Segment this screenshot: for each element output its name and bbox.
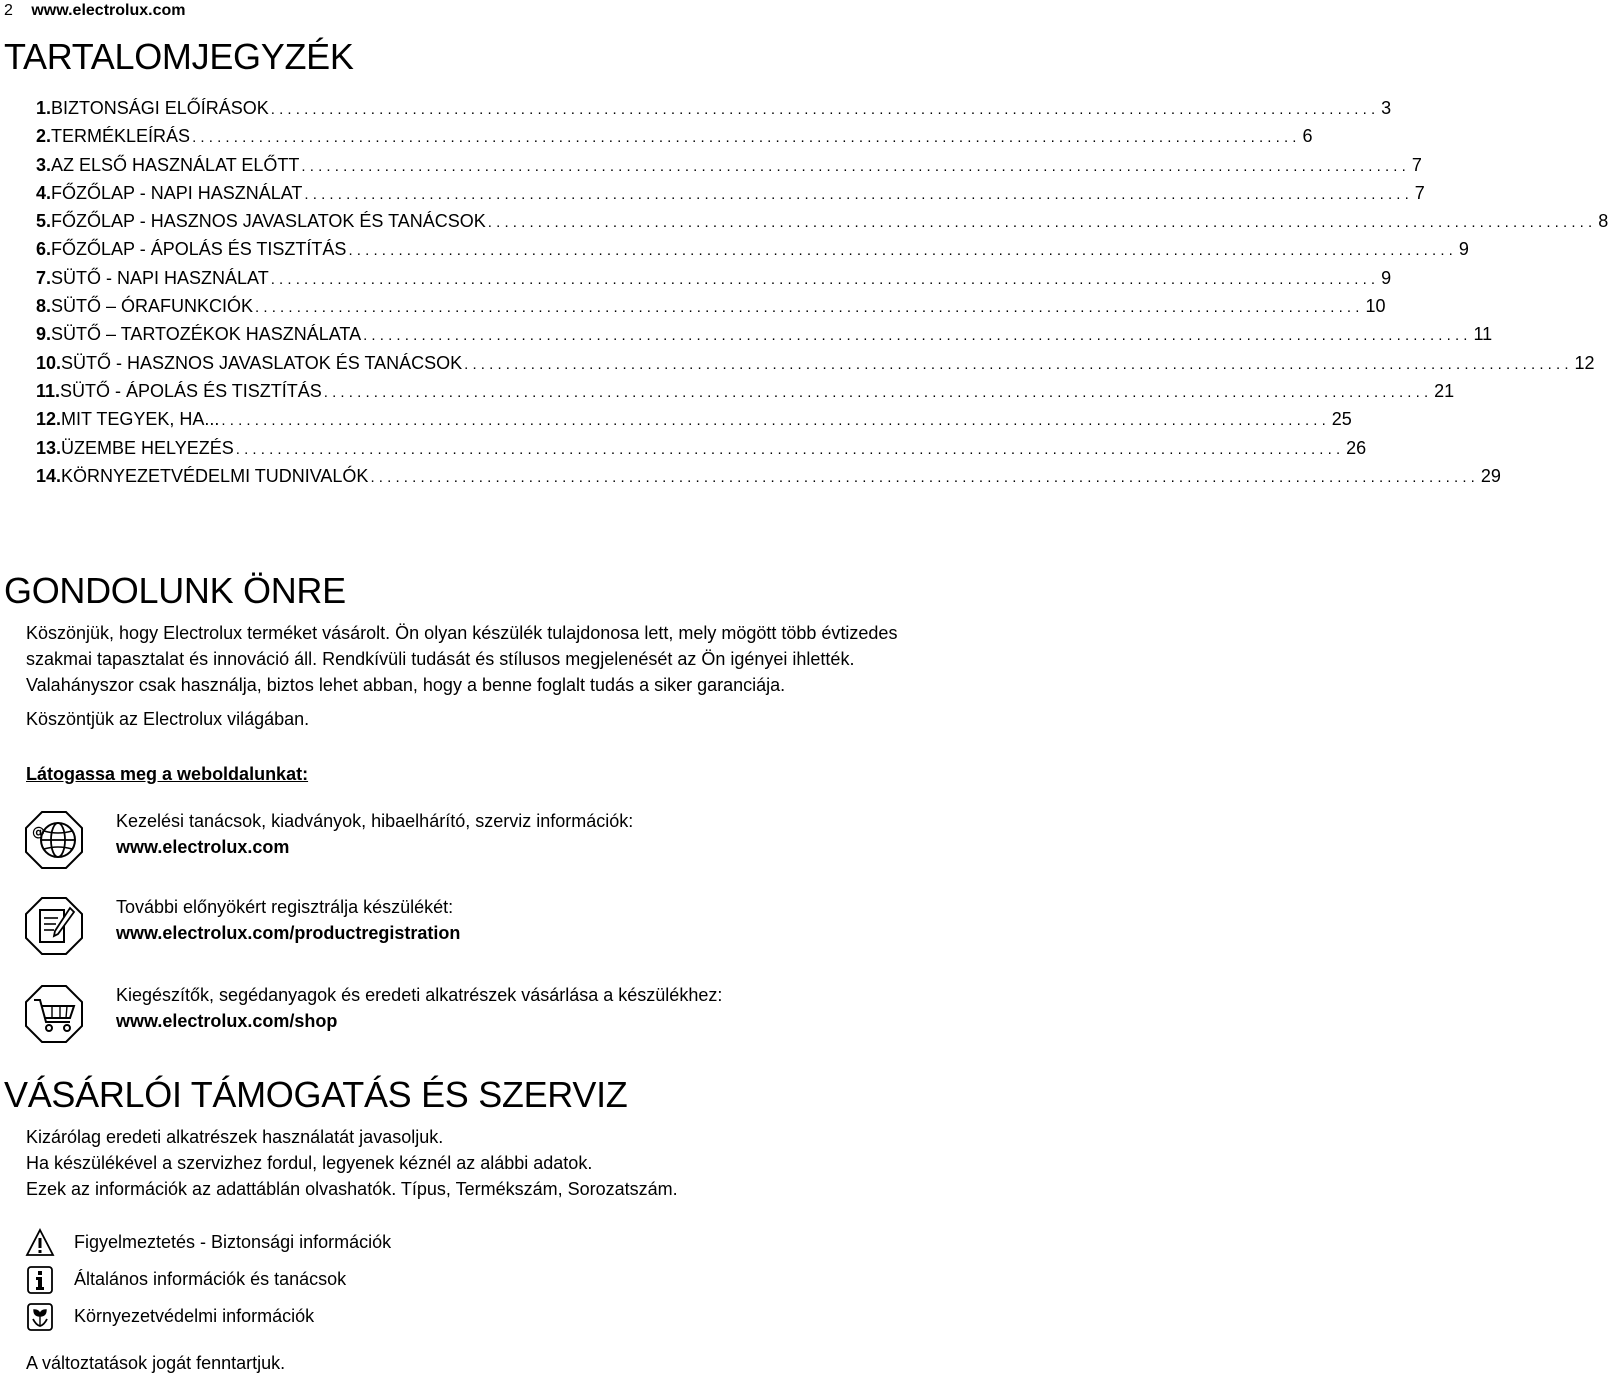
toc-dot-leader [348,242,1452,259]
page-header [4,2,185,20]
toc-item-number: 11. [36,380,61,401]
svg-text:@: @ [32,825,45,840]
toc-item-page: 26 [1346,437,1367,458]
shopping-cart-icon [22,982,86,1046]
globe-icon [22,808,86,872]
web-item-link[interactable]: www.electrolux.com/shop [116,1011,338,1031]
toc-item[interactable] [36,409,1352,437]
toc-item-number: 3. [36,154,52,175]
toc-item-number: 13. [36,437,62,458]
toc-dot-leader [236,441,1340,458]
toc-item-page: 10 [1365,296,1386,317]
toc-item-page: 8 [1598,211,1608,232]
toc-item-page: 3 [1381,98,1392,118]
toc-item-page: 25 [1331,409,1352,430]
toc-item-title[interactable]: TERMÉKLEÍRÁS [51,126,191,147]
toc-dot-leader [255,299,1359,316]
toc-dot-leader [488,214,1592,231]
notice-text: Figyelmeztetés - Biztonsági információk [74,1232,392,1252]
environment-icon [26,1302,54,1332]
toc-dot-leader [363,327,1467,344]
web-item-text: Kezelési tanácsok, kiadványok, hibaelhárító, szerviz információk: [116,811,634,831]
toc-item-page: 12 [1574,352,1595,373]
toc-dot-leader [324,384,1428,401]
toc-dot-leader [304,186,1408,203]
toc-item-page: 21 [1434,380,1455,401]
toc-item-page: 7 [1414,182,1425,203]
toc-item[interactable] [36,465,1501,494]
visit-website-label: Látogassa meg a weboldalunkat: [26,764,309,784]
welcome-line: Köszöntjük az Electrolux világában. [26,709,310,729]
support-paragraph [26,1124,946,1202]
web-item-text: További előnyökért regisztrálja készülékét: [116,897,454,917]
support-line: Ha készülékével a szervizhez fordul, legyenek kéznél az alábbi adatok. [26,1153,593,1173]
toc-item[interactable] [36,98,1392,126]
toc-item-title[interactable]: SÜTŐ - HASZNOS JAVASLATOK ÉS TANÁCSOK [61,352,463,373]
toc-dot-leader [271,101,1375,118]
toc-dot-leader [192,129,1296,146]
care-section-title: GONDOLUNK ÖNRE [4,570,346,611]
toc-item-title[interactable]: MIT TEGYEK, HA... [61,409,220,430]
notice-text: Általános információk és tanácsok [74,1269,347,1289]
page-number: 2 [4,2,13,19]
notice-info [26,1265,626,1299]
support-section-title: VÁSÁRLÓI TÁMOGATÁS ÉS SZERVIZ [4,1074,628,1115]
toc-item-page: 9 [1458,239,1469,260]
toc-item-title[interactable]: FŐZŐLAP - ÁPOLÁS ÉS TISZTÍTÁS [51,239,347,260]
toc-item-number: 9. [36,324,52,345]
toc-dot-leader [464,356,1568,373]
toc-item-title[interactable]: FŐZŐLAP - HASZNOS JAVASLATOK ÉS TANÁCSOK [51,211,486,232]
support-line: Ezek az információk az adattáblán olvashatók. Típus, Termékszám, Sorozatszám. [26,1179,678,1199]
toc-item[interactable] [36,211,1608,239]
info-icon [26,1265,54,1295]
toc-item[interactable] [36,380,1455,409]
toc-item-title[interactable]: SÜTŐ – TARTOZÉKOK HASZNÁLATA [51,324,362,345]
toc-item[interactable] [36,324,1493,352]
web-item-support [22,808,952,878]
support-line: Kizárólag eredeti alkatrészek használatát javasoljuk. [26,1127,444,1147]
warning-icon [26,1228,54,1258]
toc-item-title[interactable]: KÖRNYEZETVÉDELMI TUDNIVALÓK [61,465,369,486]
notice-text: Környezetvédelmi információk [74,1306,315,1326]
toc-item[interactable] [36,352,1595,381]
toc-item-number: 7. [36,267,52,288]
toc-item-title[interactable]: BIZTONSÁGI ELŐÍRÁSOK [51,98,269,118]
toc-item-page: 29 [1480,465,1501,486]
toc-item-title[interactable]: SÜTŐ – ÓRAFUNKCIÓK [51,296,254,317]
web-item-text: Kiegészítők, segédanyagok és eredeti alkatrészek vásárlása a készülékhez: [116,985,723,1005]
toc-dot-leader [271,271,1375,288]
toc-item-title[interactable]: FŐZŐLAP - NAPI HASZNÁLAT [51,182,303,203]
toc-item-title[interactable]: ÜZEMBE HELYEZÉS [61,437,234,458]
footer-note: A változtatások jogát fenntartjuk. [26,1353,286,1373]
intro-paragraph: Köszönjük, hogy Electrolux terméket vásárolt. Ön olyan készülék tulajdonosa lett, mely mögött több évtizedes szakmai tapasztalat és innováció áll. Rendkívüli tudását és stílusos megjelenését az Ön igényei ihlették. Valahányszor csak használja, biztos lehet abban, hogy a benne foglalt tudás a siker garanciája. [26,623,898,695]
toc-item-number: 8. [36,296,52,317]
toc-item-number: 14. [36,465,62,486]
toc-item-number: 1. [36,98,52,118]
notice-environment [26,1302,626,1336]
toc-item-page: 11 [1473,324,1493,345]
toc-item[interactable] [36,437,1367,466]
toc-item[interactable] [36,239,1469,267]
toc-item-title[interactable]: SÜTŐ - ÁPOLÁS ÉS TISZTÍTÁS [60,380,322,401]
toc-title: TARTALOMJEGYZÉK [4,36,354,77]
toc-item-number: 6. [36,239,52,260]
toc-dot-leader [370,469,1474,486]
toc-item-page: 9 [1381,267,1392,288]
header-site-link[interactable]: www.electrolux.com [31,2,186,19]
table-of-contents [36,98,1608,494]
toc-item[interactable] [36,296,1386,324]
toc-item-page: 7 [1411,154,1422,175]
toc-dot-leader [301,158,1405,175]
toc-item[interactable] [36,182,1425,211]
toc-item-page: 6 [1302,126,1313,147]
toc-item-number: 4. [36,182,52,203]
toc-item-number: 5. [36,211,52,232]
toc-item[interactable] [36,154,1422,183]
registration-note-icon [22,894,86,958]
toc-item-number: 12. [36,409,62,430]
toc-item[interactable] [36,267,1392,296]
toc-item-title[interactable]: AZ ELSŐ HASZNÁLAT ELŐTT [51,154,300,175]
toc-item-number: 2. [36,126,52,147]
web-item-link[interactable]: www.electrolux.com/productregistration [116,923,461,943]
toc-dot-leader [221,412,1325,429]
toc-item-number: 10. [36,352,62,373]
web-item-registration [22,894,952,964]
web-item-shop [22,982,952,1052]
toc-item[interactable] [36,126,1313,154]
notice-warning [26,1228,626,1262]
toc-item-title[interactable]: SÜTŐ - NAPI HASZNÁLAT [51,267,269,288]
web-item-link[interactable]: www.electrolux.com [116,837,290,857]
